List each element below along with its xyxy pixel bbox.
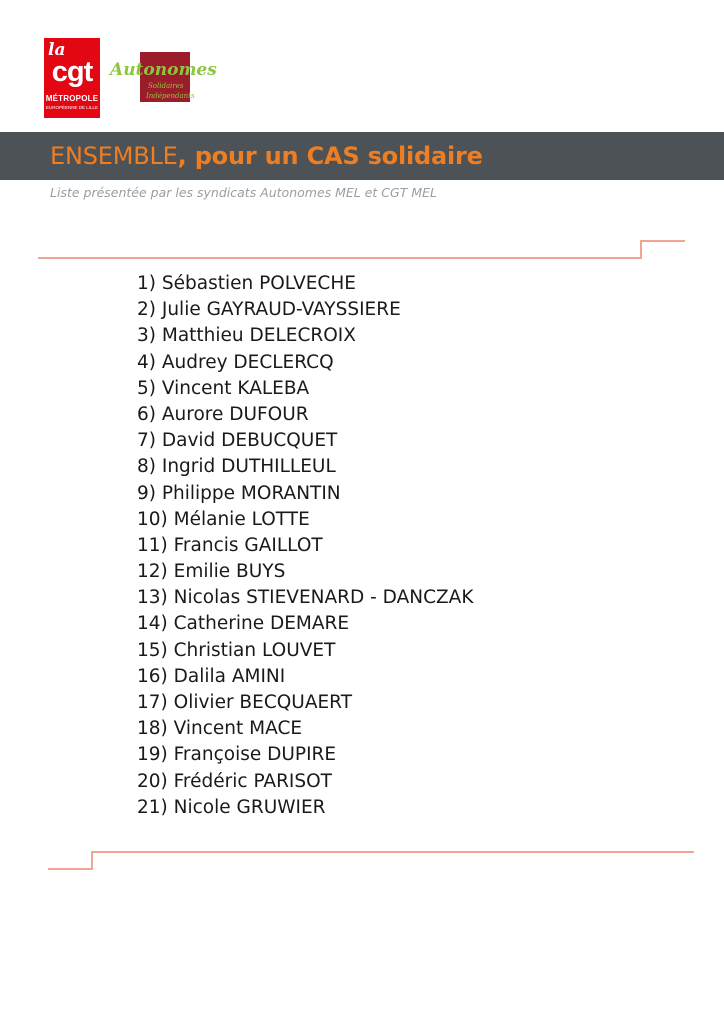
- autonomes-logo-tagline-2: Indépendants: [146, 92, 195, 100]
- top-rule-tail: [640, 240, 685, 242]
- candidate-item: 4) Audrey DECLERCQ: [137, 351, 334, 373]
- bottom-rule-step: [91, 851, 93, 870]
- candidate-item: 18) Vincent MACE: [137, 718, 303, 740]
- cgt-logo-metropole: MÉTROPOLE: [45, 94, 99, 103]
- candidate-item: 17) Olivier BECQUAERT: [137, 692, 352, 713]
- autonomes-logo-tagline-1: Solidaires: [148, 82, 184, 90]
- candidate-item: 3) Matthieu DELECROIX: [137, 325, 356, 347]
- bottom-rule: [91, 851, 694, 853]
- cgt-logo: [44, 38, 100, 118]
- bottom-rule-tail: [48, 868, 92, 870]
- subtitle: Liste présentée par les syndicats Autonomes MEL et CGT MEL: [50, 185, 437, 200]
- candidate-item: 7) David DEBUCQUET: [137, 430, 338, 452]
- candidate-item: 20) Frédéric PARISOT: [137, 770, 332, 792]
- page-title: [50, 142, 483, 170]
- candidate-item: 19) Françoise DUPIRE: [137, 744, 337, 766]
- autonomes-logo: [110, 52, 217, 112]
- candidate-item: 16) Dalila AMINI: [137, 665, 286, 687]
- candidate-item: 8) Ingrid DUTHILLEUL: [137, 456, 336, 478]
- top-rule-step: [640, 240, 642, 259]
- top-rule: [38, 257, 641, 259]
- candidate-item: 9) Philippe MORANTIN: [137, 482, 341, 504]
- candidate-item: 14) Catherine DEMARE: [137, 613, 350, 635]
- candidate-item: 10) Mélanie LOTTE: [137, 508, 310, 530]
- cgt-logo-subtitle: EUROPÉENNE DE LILLE: [45, 105, 99, 110]
- candidate-item: 15) Christian LOUVET: [137, 639, 336, 661]
- candidate-item: 2) Julie GAYRAUD-VAYSSIERE: [137, 299, 401, 321]
- candidate-item: 12) Emilie BUYS: [137, 561, 286, 583]
- title-prefix: ENSEMBLE: [50, 142, 178, 170]
- candidate-item: 6) Aurore DUFOUR: [137, 403, 309, 425]
- cgt-logo-text: cgt: [51, 56, 93, 88]
- candidate-item: 21) Nicole GRUWIER: [137, 796, 326, 818]
- candidate-item: 11) Francis GAILLOT: [137, 534, 323, 556]
- candidate-list: [137, 271, 473, 821]
- candidate-item: 5) Vincent KALEBA: [137, 377, 310, 399]
- candidate-item: 13) Nicolas STIEVENARD - DANCZAK: [137, 587, 474, 609]
- autonomes-logo-word: Autonomes: [110, 60, 217, 80]
- candidate-item: 1) Sébastien POLVECHE: [137, 273, 356, 294]
- title-suffix: , pour un CAS solidaire: [177, 142, 483, 170]
- cgt-logo-la: la: [48, 40, 66, 60]
